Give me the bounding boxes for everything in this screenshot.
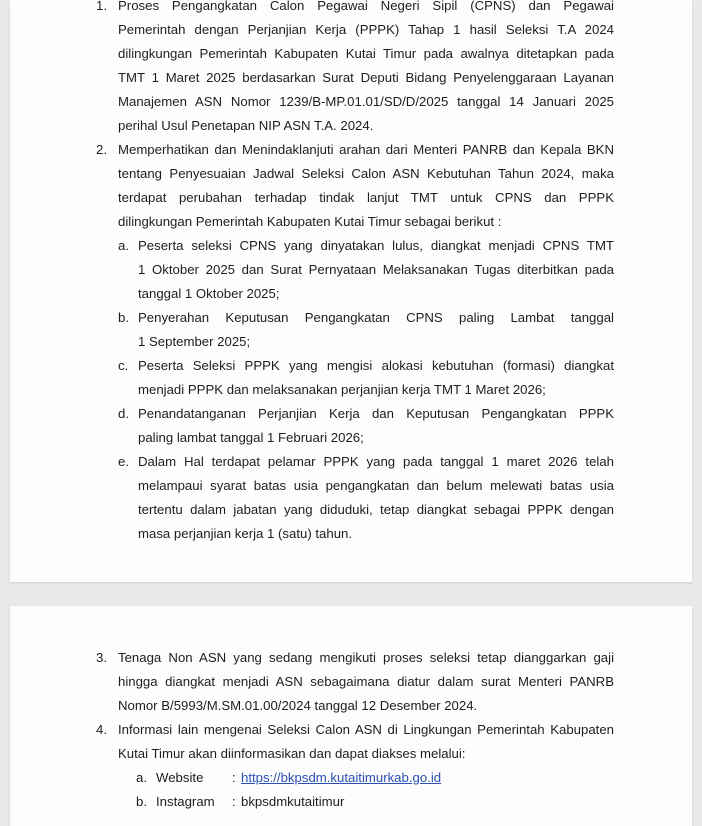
subitem-c-line-2: menjadi PPPK dan melaksanakan perjanjian kerja TMT 1 Maret 2026; xyxy=(138,382,546,397)
subitem-c-line-1: Peserta Seleksi PPPK yang mengisi alokasi kebutuhan (formasi) diangkat xyxy=(138,358,614,373)
website-label: Website xyxy=(156,770,204,785)
subitem-a-line-1: Peserta seleksi CPNS yang dinyatakan lulus, diangkat menjadi CPNS TMT xyxy=(138,238,614,253)
subitem-b-line-2: 1 September 2025; xyxy=(138,334,251,349)
item-2-line-1: Memperhatikan dan Menindaklanjuti arahan dari Menteri PANRB dan Kepala BKN xyxy=(118,142,614,157)
subitem-a-line-2: 1 Oktober 2025 dan Surat Pernyataan Melaksanakan Tugas diterbitkan pada xyxy=(138,262,614,277)
item-number: 1. xyxy=(96,0,107,13)
subitem-letter: c. xyxy=(118,358,129,373)
subitem-letter: a. xyxy=(118,238,129,253)
item-number: 3. xyxy=(96,650,107,665)
item-number: 4. xyxy=(96,722,107,737)
subitem-letter: b. xyxy=(118,310,129,325)
subitem-d-line-1: Penandatanganan Perjanjian Kerja dan Keputusan Pengangkatan PPPK xyxy=(138,406,614,421)
item-2-line-2: tentang Penyesuaian Jadwal Seleksi Calon ASN Kebutuhan Tahun 2024, maka xyxy=(118,166,614,181)
item-4-line-1: Informasi lain mengenai Seleksi Calon ASN di Lingkungan Pemerintah Kabupaten xyxy=(118,722,614,737)
item-2-line-4: dilingkungan Pemerintah Kabupaten Kutai Timur sebagai berikut : xyxy=(118,214,502,229)
instagram-handle: bkpsdmkutaitimur xyxy=(241,794,345,809)
item-3-line-2: hingga diangkat menjadi ASN sebagaimana diatur dalam surat Menteri PANRB xyxy=(118,674,614,689)
item-3-line-1: Tenaga Non ASN yang sedang mengikuti proses seleksi tetap dianggarkan gaji xyxy=(118,650,614,665)
item-3-line-3: Nomor B/5993/M.SM.01.00/2024 tanggal 12 Desember 2024. xyxy=(118,698,478,713)
document-page-1 xyxy=(10,0,692,582)
subitem-letter: a. xyxy=(136,770,147,785)
subitem-letter: b. xyxy=(136,794,147,809)
subitem-d-line-2: paling lambat tanggal 1 Februari 2026; xyxy=(138,430,364,445)
document-page-2 xyxy=(10,606,692,826)
subitem-a-line-3: tanggal 1 Oktober 2025; xyxy=(138,286,280,301)
item-4-line-2: Kutai Timur akan diinformasikan dan dapat diakses melalui: xyxy=(118,746,466,761)
item-1-line-3: dilingkungan Pemerintah Kabupaten Kutai Timur pada awalnya ditetapkan pada xyxy=(118,46,614,61)
subitem-e-line-4: masa perjanjian kerja 1 (satu) tahun. xyxy=(138,526,353,541)
item-1-line-1: Proses Pengangkatan Calon Pegawai Negeri Sipil (CPNS) dan Pegawai xyxy=(118,0,614,13)
website-separator: : xyxy=(232,770,236,785)
subitem-letter: d. xyxy=(118,406,129,421)
item-number: 2. xyxy=(96,142,107,157)
item-1-line-6: perihal Usul Penetapan NIP ASN T.A. 2024. xyxy=(118,118,374,133)
subitem-b-line-1: Penyerahan Keputusan Pengangkatan CPNS paling Lambat tanggal xyxy=(138,310,614,325)
website-link[interactable]: https://bkpsdm.kutaitimurkab.go.id xyxy=(241,770,442,785)
instagram-separator: : xyxy=(232,794,236,809)
item-1-line-5: Manajemen ASN Nomor 1239/B-MP.01.01/SD/D/2025 tanggal 14 Januari 2025 xyxy=(118,94,614,109)
instagram-label: Instagram xyxy=(156,794,215,809)
subitem-e-line-3: tertentu dalam jabatan yang diduduki, tetap diangkat sebagai PPPK dengan xyxy=(138,502,614,517)
subitem-letter: e. xyxy=(118,454,129,469)
item-2-line-3: terdapat perubahan terhadap tindak lanjut TMT untuk CPNS dan PPPK xyxy=(118,190,614,205)
subitem-e-line-2: melampaui syarat batas usia pengangkatan dan belum melewati batas usia xyxy=(138,478,614,493)
item-1-line-2: Pemerintah dengan Perjanjian Kerja (PPPK) Tahap 1 hasil Seleksi T.A 2024 xyxy=(118,22,614,37)
item-1-line-4: TMT 1 Maret 2025 berdasarkan Surat Deputi Bidang Penyelenggaraan Layanan xyxy=(118,70,614,85)
subitem-e-line-1: Dalam Hal terdapat pelamar PPPK yang pada tanggal 1 maret 2026 telah xyxy=(138,454,614,469)
